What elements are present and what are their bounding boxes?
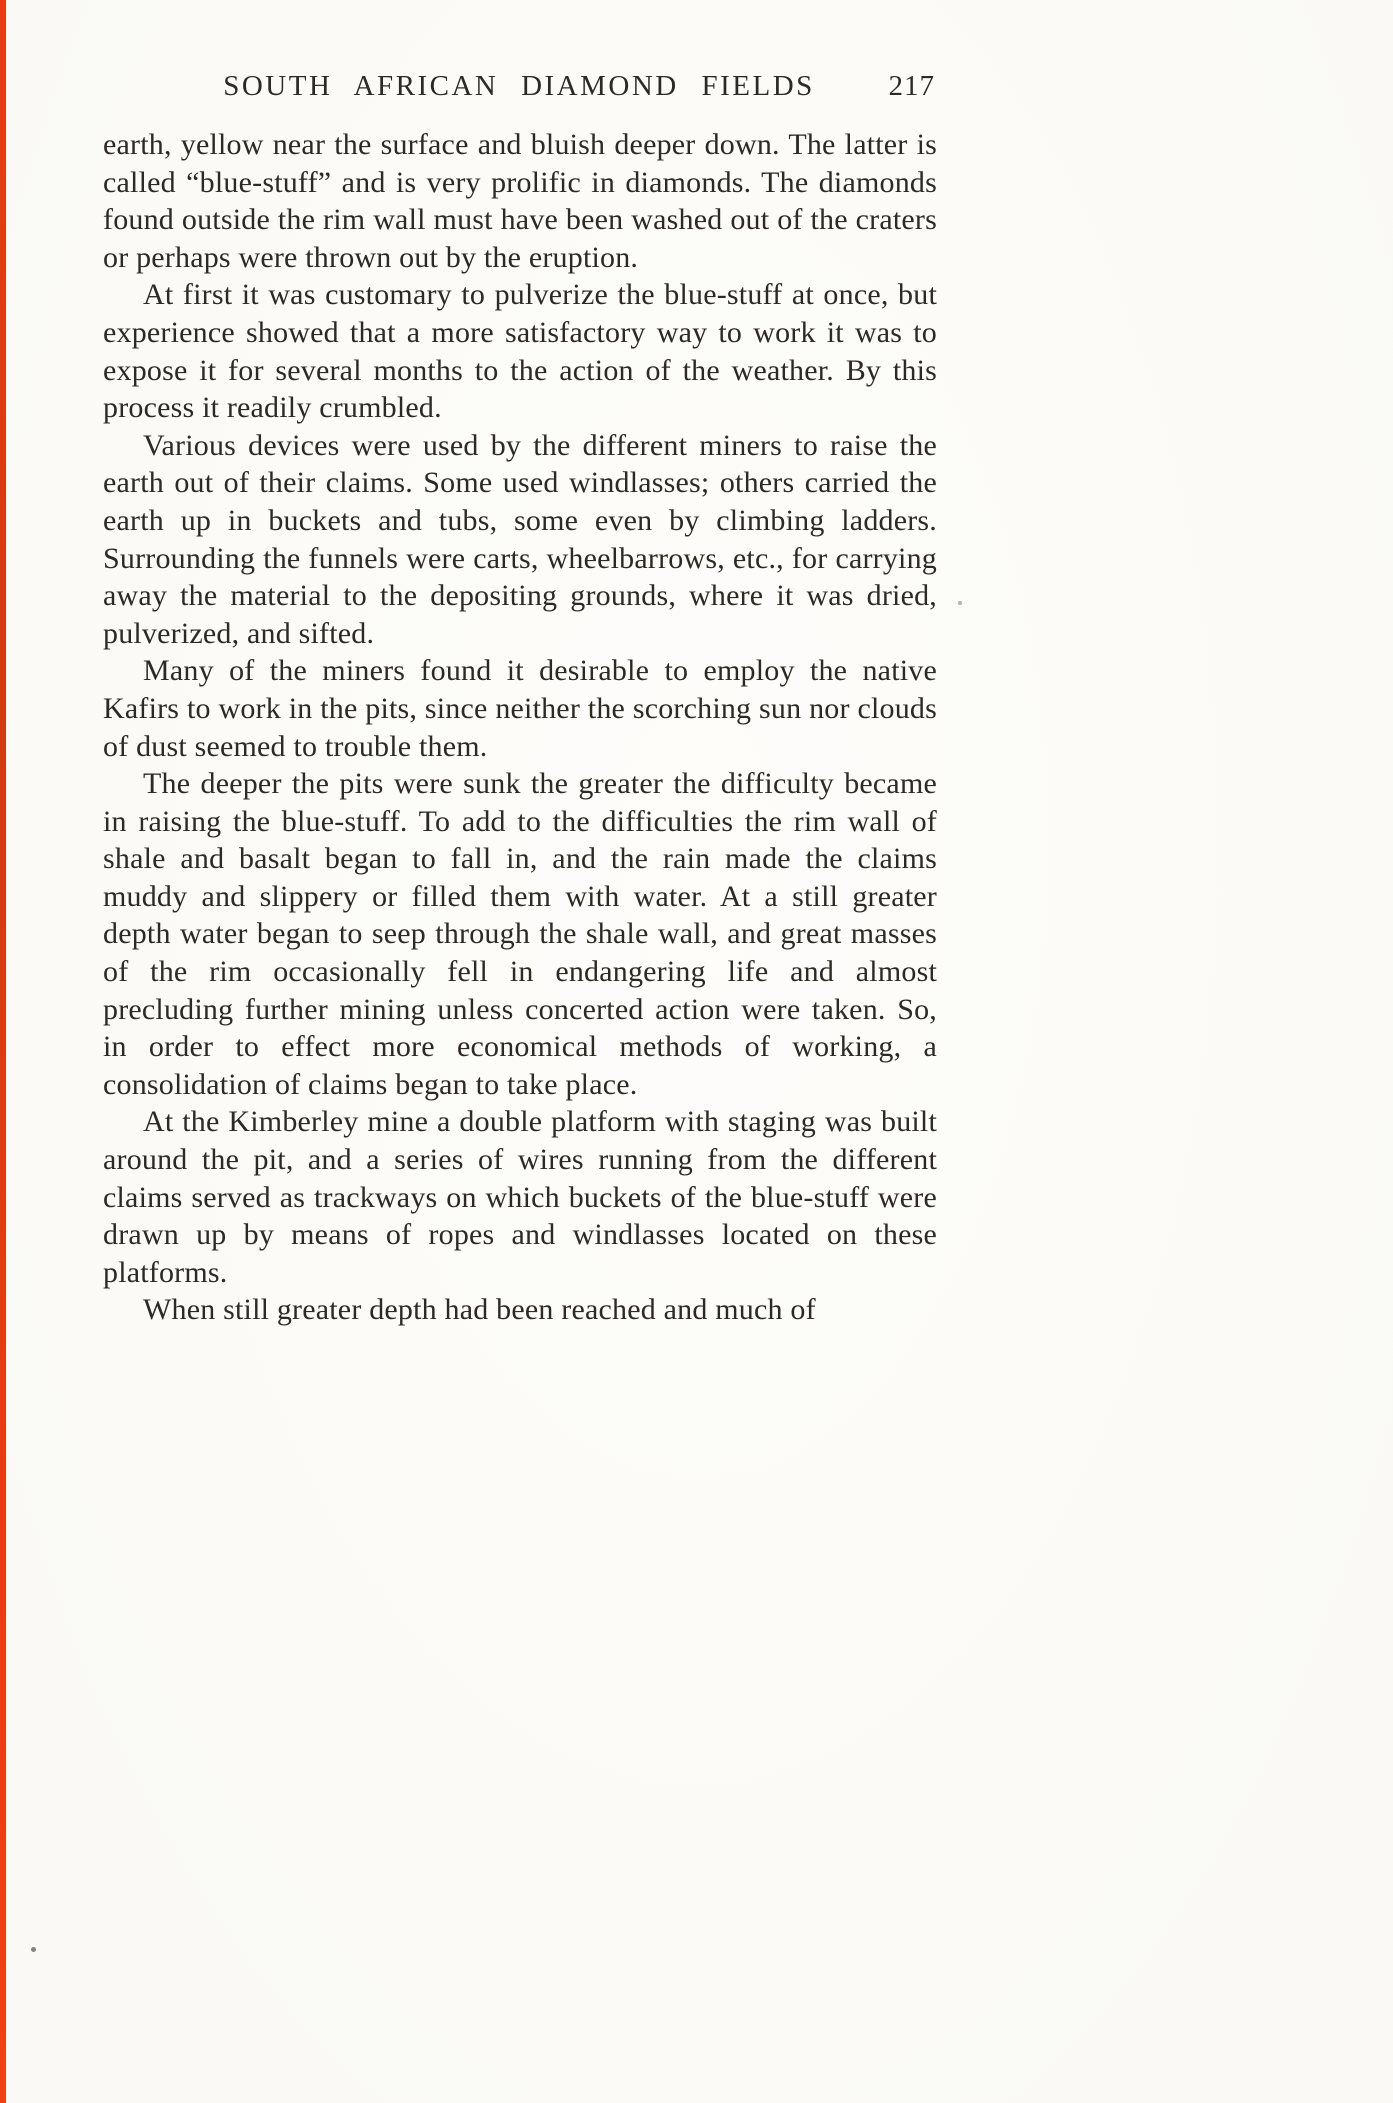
paragraph: earth, yellow near the surface and bluish deeper down. The latter is called “blue-stuff” and is very prolific in diamonds. The diamonds found outside the rim wall must have been washed out of the craters or perhaps were thrown out by the eruption. (103, 128, 937, 274)
paragraph: At first it was customary to pulverize the blue-stuff at once, but experience showed that a more satisfactory way to work it was to expose it for several months to the action of the weather. By this process it readily crumbled. (103, 278, 937, 425)
page-number: 217 (888, 70, 935, 102)
running-title: SOUTH AFRICAN DIAMOND FIELDS (223, 70, 815, 102)
paragraph: Many of the miners found it desirable to employ the native Kafirs to work in the pits, since neither the scorching sun nor clouds of dust seemed to trouble them. (103, 654, 937, 763)
page-header (103, 70, 935, 110)
paragraph: When still greater depth had been reached and much of (143, 1293, 816, 1327)
scan-edge-strip (0, 0, 6, 2103)
scan-speck (958, 601, 962, 605)
paragraph: At the Kimberley mine a double platform with staging was built around the pit, and a series of wires running from the different claims served as trackways on which buckets of the blue-stuff were drawn up by means of ropes and windlasses located on these platforms. (103, 1105, 937, 1289)
body-text (103, 126, 937, 1329)
paragraph: The deeper the pits were sunk the greater the difficulty became in raising the blue-stuff. To add to the difficulties the rim wall of shale and basalt began to fall in, and the rain made the claims muddy and slippery or filled them with water. At a still greater depth water began to seep through the shale wall, and great masses of the rim occasionally fell in endangering life and almost precluding further mining unless concerted action were taken. So, in order to effect more economical methods of working, a consolidation of claims began to take place. (103, 767, 937, 1101)
scan-speck (31, 1947, 36, 1952)
paragraph: Various devices were used by the different miners to raise the earth out of their claims. Some used windlasses; others carried the earth up in buckets and tubs, some even by climbing ladders. Surrounding the funnels were carts, wheelbarrows, etc., for carrying away the material to the depositing grounds, where it was dried, pulverized, and sifted. (103, 428, 937, 650)
